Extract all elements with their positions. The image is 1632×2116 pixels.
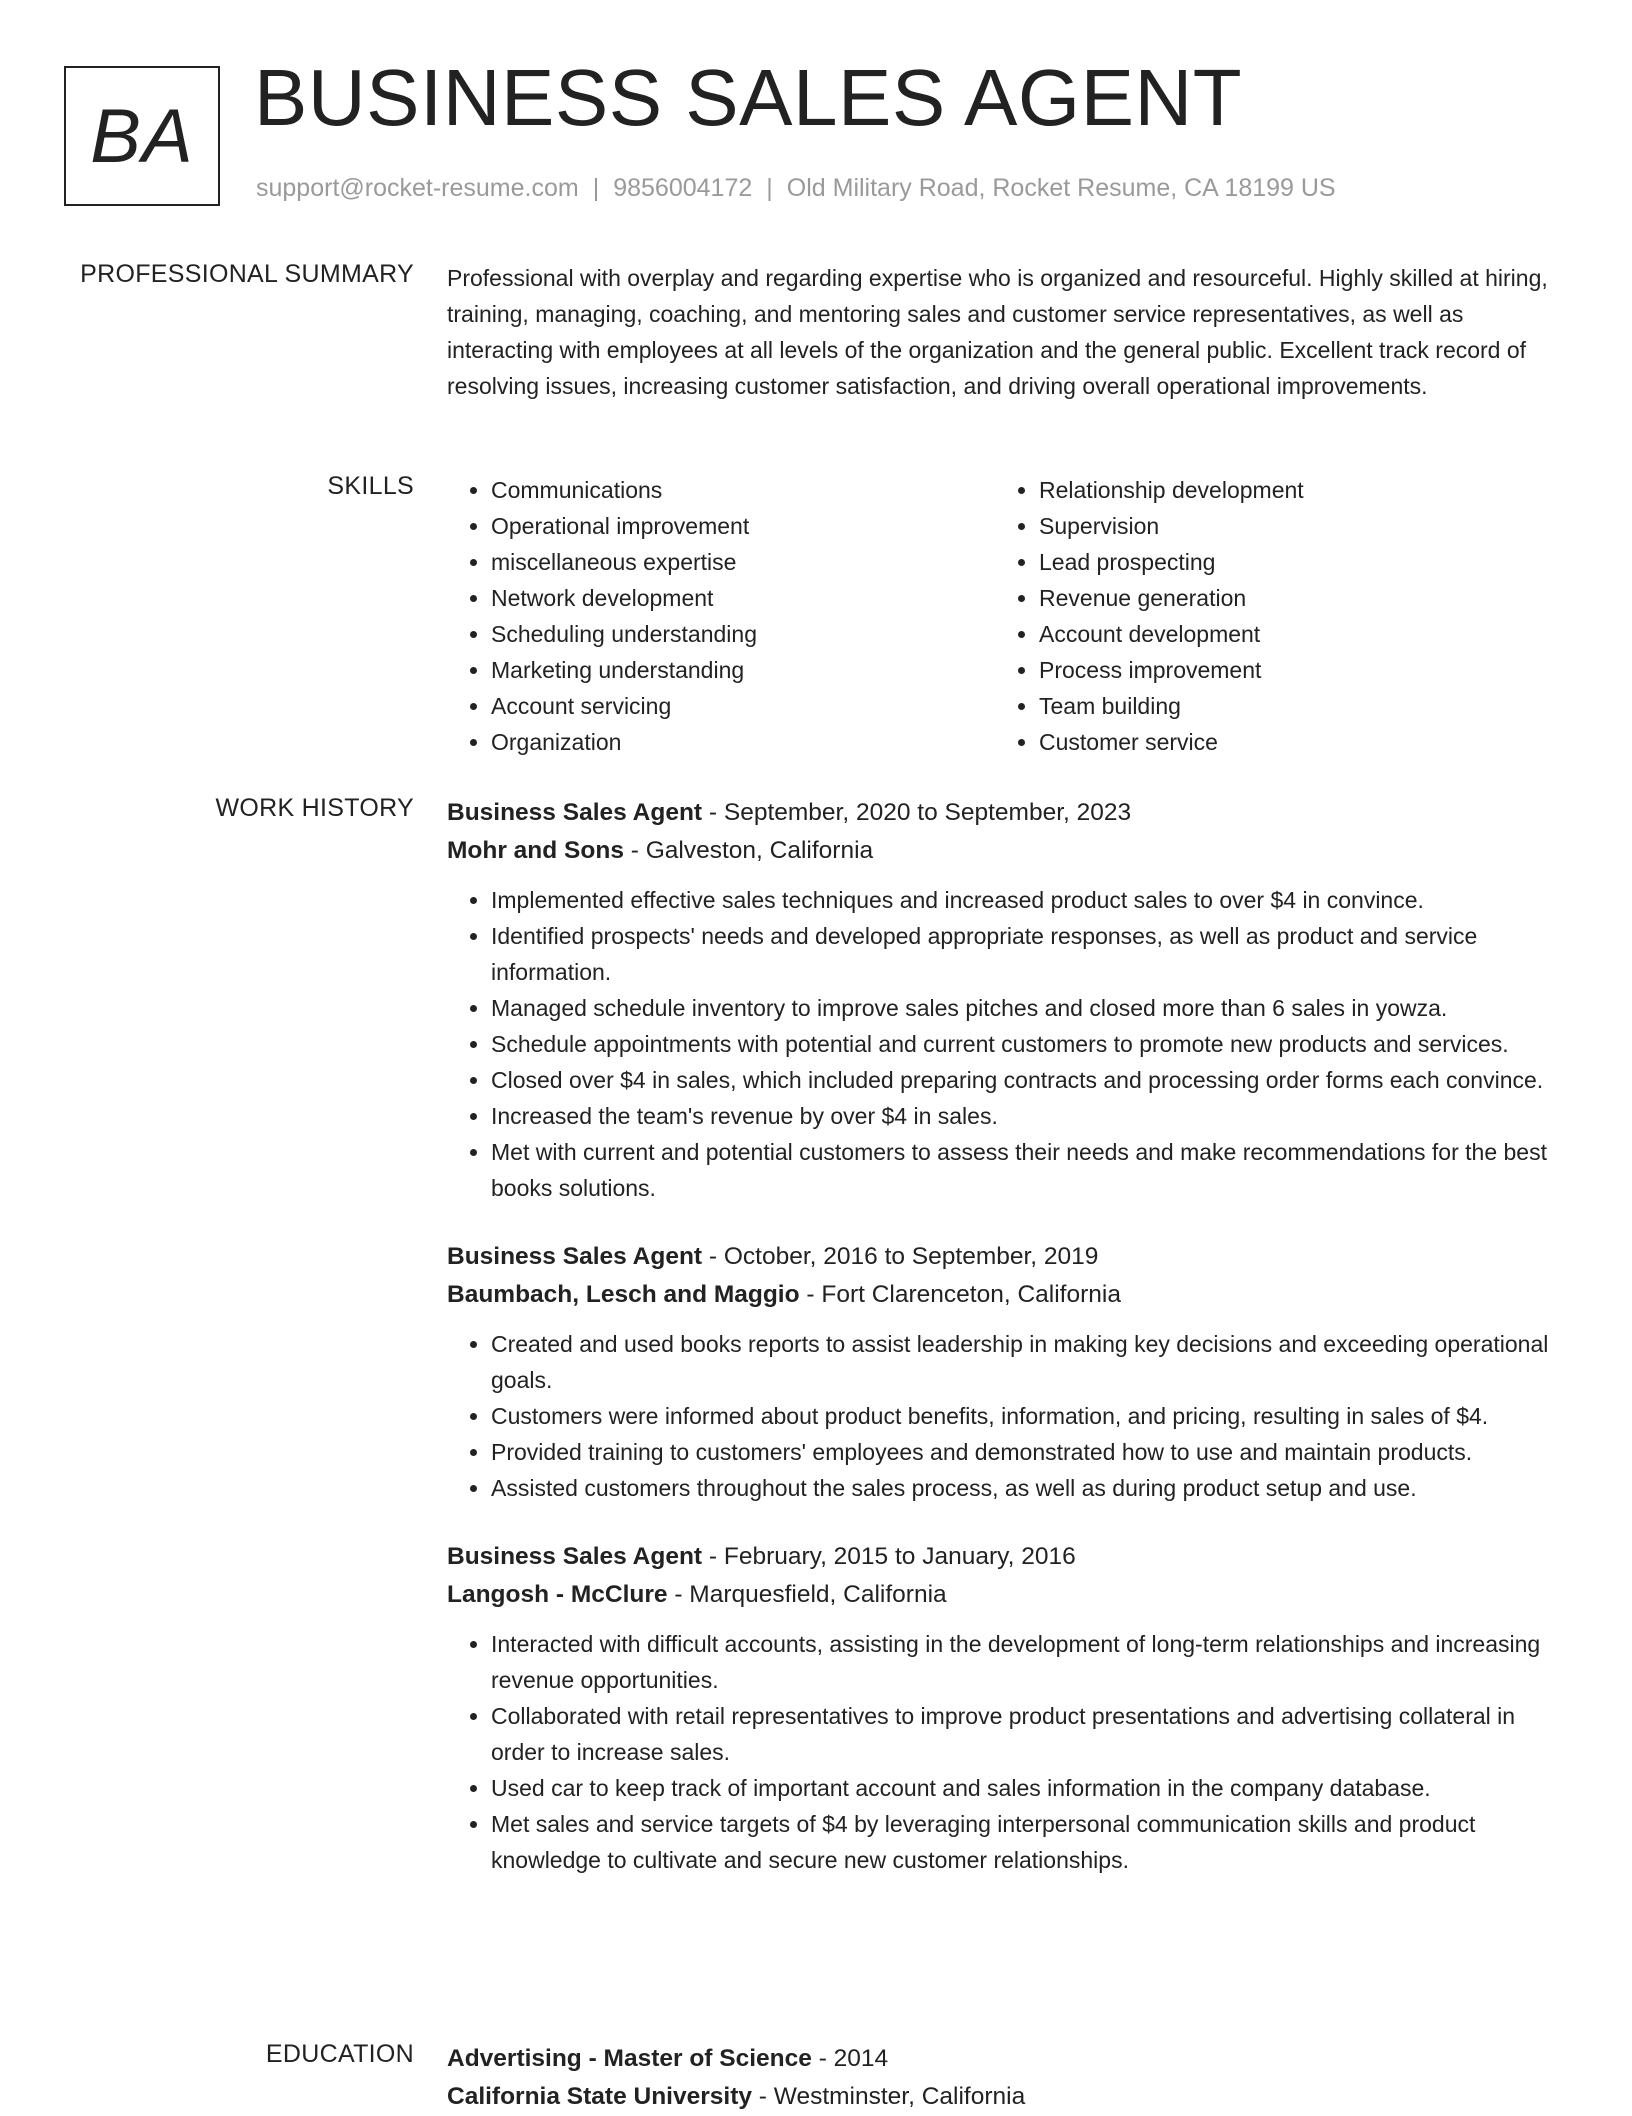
job-location: - Fort Clarenceton, California (799, 1281, 1121, 1308)
contact-line (256, 174, 1336, 203)
summary-body (447, 260, 1567, 404)
resume-name: BUSINESS SALES AGENT (254, 53, 1243, 142)
contact-address: Old Military Road, Rocket Resume, CA 18199 US (786, 174, 1336, 202)
job-bullet: • Schedule appointments with potential and current customers to promote new products and services. (491, 1026, 1567, 1062)
contact-phone: 9856004172 (613, 174, 753, 202)
job-bullet: • Met with current and potential customers to assess their needs and make recommendations for the best books solutions. (491, 1134, 1567, 1206)
job-company-line (447, 1276, 1567, 1314)
job-title: Business Sales Agent (447, 1543, 703, 1570)
job-entry (447, 794, 1567, 1206)
job-bullet: • Increased the team's revenue by over $4 in sales. (491, 1098, 1567, 1134)
skill-item: • Network development (491, 580, 995, 616)
summary-text: Professional with overplay and regarding expertise who is organized and resourceful. Highly skilled at hiring, training, managing, coaching, and mentoring sales and customer service representatives, as well as interacting with employees at all levels of the organization and the general public. Excellent track record of resolving issues, increasing customer satisfaction, and driving overall operational improvements. (447, 265, 1548, 399)
job-location: - Galveston, California (623, 837, 874, 864)
skill-item: • Account servicing (491, 688, 995, 724)
job-dates: - September, 2020 to September, 2023 (702, 799, 1132, 826)
job-bullet: • Met sales and service targets of $4 by leveraging interpersonal communication skills and product knowledge to cultivate and secure new customer relationships. (491, 1806, 1567, 1878)
work-history-label: WORK HISTORY (215, 794, 414, 822)
skill-item: • Supervision (1039, 508, 1543, 544)
education-school-line (447, 2078, 1567, 2116)
job-bullet: • Provided training to customers' employees and demonstrated how to use and maintain products. (491, 1434, 1567, 1470)
education-label: EDUCATION (265, 2040, 414, 2068)
skill-item: • Customer service (1039, 724, 1543, 760)
job-title-line (447, 1238, 1567, 1276)
job-bullets (447, 1626, 1567, 1878)
contact-separator: | (592, 174, 600, 202)
job-bullet: • Closed over $4 in sales, which included preparing contracts and processing order forms each convince. (491, 1062, 1567, 1098)
job-company-line (447, 832, 1567, 870)
skill-item: • miscellaneous expertise (491, 544, 995, 580)
job-title: Business Sales Agent (447, 799, 703, 826)
summary-label: PROFESSIONAL SUMMARY (80, 260, 414, 288)
job-bullet: • Implemented effective sales techniques and increased product sales to over $4 in convince. (491, 882, 1567, 918)
job-bullet: • Assisted customers throughout the sales process, as well as during product setup and use. (491, 1470, 1567, 1506)
job-title: Business Sales Agent (447, 1243, 703, 1270)
skill-item: • Process improvement (1039, 652, 1543, 688)
skills-label: SKILLS (327, 472, 414, 500)
job-company: Mohr and Sons (447, 837, 624, 864)
education-body (447, 2040, 1567, 2116)
job-bullets (447, 882, 1567, 1206)
job-bullet: • Customers were informed about product benefits, information, and pricing, resulting in sales of $4. (491, 1398, 1567, 1434)
education-year: - 2014 (811, 2045, 889, 2072)
skill-item: • Organization (491, 724, 995, 760)
skill-item: • Relationship development (1039, 472, 1543, 508)
skill-item: • Revenue generation (1039, 580, 1543, 616)
work-history-body (447, 794, 1567, 1910)
skills-body (447, 472, 1567, 760)
skills-right-column (995, 472, 1543, 760)
job-bullets (447, 1326, 1567, 1506)
job-company: Langosh - McClure (447, 1581, 668, 1608)
skill-item: • Lead prospecting (1039, 544, 1543, 580)
job-company-line (447, 1576, 1567, 1614)
education-degree-line (447, 2040, 1567, 2078)
monogram-box: BA (64, 66, 220, 206)
education-degree: Advertising - Master of Science (447, 2045, 812, 2072)
skill-item: • Communications (491, 472, 995, 508)
job-dates: - October, 2016 to September, 2019 (702, 1243, 1099, 1270)
job-bullet: • Managed schedule inventory to improve sales pitches and closed more than 6 sales in yowza. (491, 990, 1567, 1026)
job-location: - Marquesfield, California (667, 1581, 947, 1608)
job-bullet: • Identified prospects' needs and developed appropriate responses, as well as product and service information. (491, 918, 1567, 990)
job-entry (447, 1238, 1567, 1506)
job-title-line (447, 1538, 1567, 1576)
contact-separator: | (766, 174, 773, 202)
skill-item: • Marketing understanding (491, 652, 995, 688)
job-entry (447, 1538, 1567, 1878)
job-title-line (447, 794, 1567, 832)
skill-item: • Team building (1039, 688, 1543, 724)
job-bullet: • Created and used books reports to assist leadership in making key decisions and exceeding operational goals. (491, 1326, 1567, 1398)
education-school: California State University (447, 2083, 752, 2110)
education-location: - Westminster, California (751, 2083, 1026, 2110)
skills-left-column (447, 472, 995, 760)
skill-item: • Scheduling understanding (491, 616, 995, 652)
skill-item: • Account development (1039, 616, 1543, 652)
skill-item: • Operational improvement (491, 508, 995, 544)
job-bullet: • Used car to keep track of important account and sales information in the company database. (491, 1770, 1567, 1806)
job-bullet: • Collaborated with retail representatives to improve product presentations and advertising collateral in order to increase sales. (491, 1698, 1567, 1770)
job-bullet: • Interacted with difficult accounts, assisting in the development of long-term relationships and increasing revenue opportunities. (491, 1626, 1567, 1698)
job-company: Baumbach, Lesch and Maggio (447, 1281, 800, 1308)
job-dates: - February, 2015 to January, 2016 (702, 1543, 1076, 1570)
contact-email: support@rocket-resume.com (256, 174, 579, 202)
skills-columns (447, 472, 1567, 760)
